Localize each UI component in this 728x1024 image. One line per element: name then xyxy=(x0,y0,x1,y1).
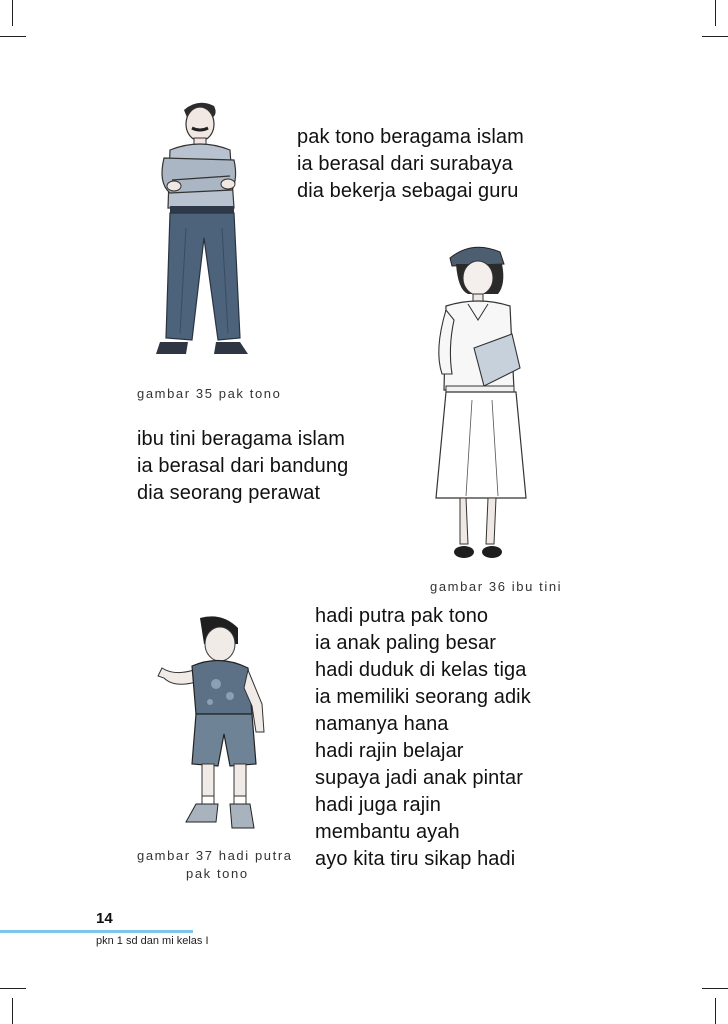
text-line: hadi rajin belajar xyxy=(315,740,464,762)
crop-mark-bottom-right-v xyxy=(715,998,716,1024)
boy-standing-illustration xyxy=(152,614,270,836)
figure-caption: gambar 36 ibu tini xyxy=(430,579,563,594)
text-line: ia berasal dari bandung xyxy=(137,455,349,477)
text-line: hadi duduk di kelas tiga xyxy=(315,659,527,681)
crop-mark-top-right-v xyxy=(715,0,716,26)
ibu-tini-description xyxy=(137,426,348,507)
crop-mark-top-right-h xyxy=(702,36,728,37)
text-line: ibu tini beragama islam xyxy=(137,428,345,450)
book-title: pkn 1 sd dan mi kelas I xyxy=(96,935,209,947)
crop-mark-bottom-left-v xyxy=(12,998,13,1024)
text-line: namanya hana xyxy=(315,713,449,735)
text-line: ia berasal dari surabaya xyxy=(297,153,513,175)
text-line: ayo kita tiru sikap hadi xyxy=(315,848,516,870)
figure-caption: gambar 35 pak tono xyxy=(137,386,282,401)
man-standing-arms-crossed-illustration xyxy=(140,98,260,380)
footer-rule xyxy=(0,930,193,933)
text-line: hadi juga rajin xyxy=(315,794,442,816)
crop-mark-bottom-left-h xyxy=(0,988,26,989)
nurse-woman-illustration xyxy=(428,240,538,568)
text-line: membantu ayah xyxy=(315,821,460,843)
text-line: hadi putra pak tono xyxy=(315,605,489,627)
pak-tono-description xyxy=(297,124,524,205)
figure-caption-line-2: pak tono xyxy=(186,866,249,881)
text-line: dia bekerja sebagai guru xyxy=(297,180,519,202)
text-line: ia anak paling besar xyxy=(315,632,497,654)
text-line: supaya jadi anak pintar xyxy=(315,767,523,789)
text-line: pak tono beragama islam xyxy=(297,126,524,148)
crop-mark-top-left-v xyxy=(12,0,13,26)
hadi-description xyxy=(315,603,531,873)
figure-caption-line-1: gambar 37 hadi putra xyxy=(137,848,293,863)
text-line: ia memiliki seorang adik xyxy=(315,686,531,708)
text-line: dia seorang perawat xyxy=(137,482,321,504)
crop-mark-top-left-h xyxy=(0,36,26,37)
crop-mark-bottom-right-h xyxy=(702,988,728,989)
page-number: 14 xyxy=(96,910,113,927)
